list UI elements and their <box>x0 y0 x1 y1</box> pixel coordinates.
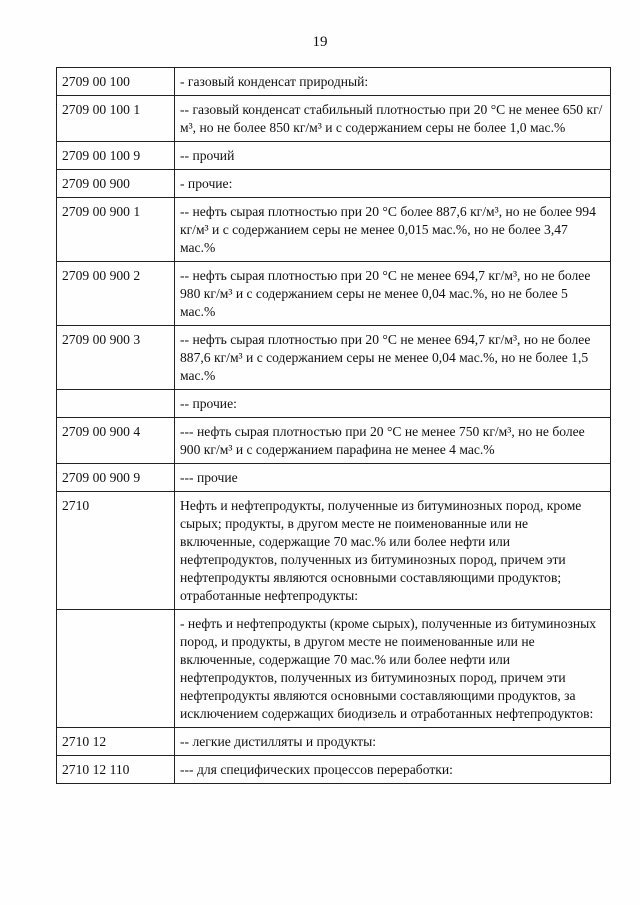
code-cell <box>57 610 175 728</box>
description-cell: --- прочие <box>175 464 611 492</box>
description-cell: -- газовый конденсат стабильный плотностью при 20 °С не менее 650 кг/м³, но не более 850 кг/м³ и с содержанием серы не более 1,0 мас.% <box>175 96 611 142</box>
code-cell: 2710 12 110 <box>57 756 175 784</box>
description-cell: - прочие: <box>175 170 611 198</box>
page-number: 19 <box>312 34 328 50</box>
description-cell: -- нефть сырая плотностью при 20 °С не менее 694,7 кг/м³, но не более 980 кг/м³ и с содержанием серы не менее 0,04 мас.%, но не более 5 мас.% <box>175 262 611 326</box>
description-cell: -- легкие дистилляты и продукты: <box>175 728 611 756</box>
table-row <box>57 170 611 198</box>
table-row <box>57 326 611 390</box>
description-cell: --- для специфических процессов переработки: <box>175 756 611 784</box>
description-cell: Нефть и нефтепродукты, полученные из битуминозных пород, кроме сырых; продукты, в другом месте не поименованные или не включенные, содержащие 70 мас.% или более нефти или нефтепродуктов, полученных из битуминозных пород, причем эти нефтепродукты являются основными составляющими продуктов; отработанные нефтепродукты: <box>175 492 611 610</box>
table-row <box>57 198 611 262</box>
code-cell: 2710 12 <box>57 728 175 756</box>
code-cell <box>57 390 175 418</box>
description-cell: -- нефть сырая плотностью при 20 °С более 887,6 кг/м³, но не более 994 кг/м³ и с содержанием серы не менее 0,015 мас.%, но не более 3,47 мас.% <box>175 198 611 262</box>
table-row <box>57 68 611 96</box>
code-cell: 2709 00 100 1 <box>57 96 175 142</box>
description-cell: - газовый конденсат природный: <box>175 68 611 96</box>
table-row <box>57 464 611 492</box>
table-body <box>57 68 611 784</box>
table-row <box>57 390 611 418</box>
code-cell: 2709 00 900 <box>57 170 175 198</box>
table-row <box>57 142 611 170</box>
description-cell: -- прочий <box>175 142 611 170</box>
description-cell: -- нефть сырая плотностью при 20 °С не менее 694,7 кг/м³, но не более 887,6 кг/м³ и с содержанием серы не менее 0,04 мас.%, но не более 1,5 мас.% <box>175 326 611 390</box>
tariff-code-table <box>56 67 611 784</box>
table-row <box>57 610 611 728</box>
table-row <box>57 96 611 142</box>
code-cell: 2709 00 900 3 <box>57 326 175 390</box>
description-cell: -- прочие: <box>175 390 611 418</box>
code-cell: 2709 00 900 9 <box>57 464 175 492</box>
table-row <box>57 492 611 610</box>
table-row <box>57 728 611 756</box>
description-cell: - нефть и нефтепродукты (кроме сырых), полученные из битуминозных пород, и продукты, в другом месте не поименованные или не включенные, содержащие 70 мас.% или более нефти или нефтепродуктов, полученных из битуминозных пород, причем эти нефтепродукты являются основными составляющими продуктов, за исключением содержащих биодизель и отработанных нефтепродуктов: <box>175 610 611 728</box>
code-cell: 2709 00 900 1 <box>57 198 175 262</box>
code-cell: 2709 00 900 4 <box>57 418 175 464</box>
table-row <box>57 262 611 326</box>
table-row <box>57 418 611 464</box>
table-row <box>57 756 611 784</box>
code-cell: 2709 00 100 9 <box>57 142 175 170</box>
code-cell: 2710 <box>57 492 175 610</box>
code-cell: 2709 00 900 2 <box>57 262 175 326</box>
description-cell: --- нефть сырая плотностью при 20 °С не менее 750 кг/м³, но не более 900 кг/м³ и с содержанием парафина не менее 4 мас.% <box>175 418 611 464</box>
code-cell: 2709 00 100 <box>57 68 175 96</box>
